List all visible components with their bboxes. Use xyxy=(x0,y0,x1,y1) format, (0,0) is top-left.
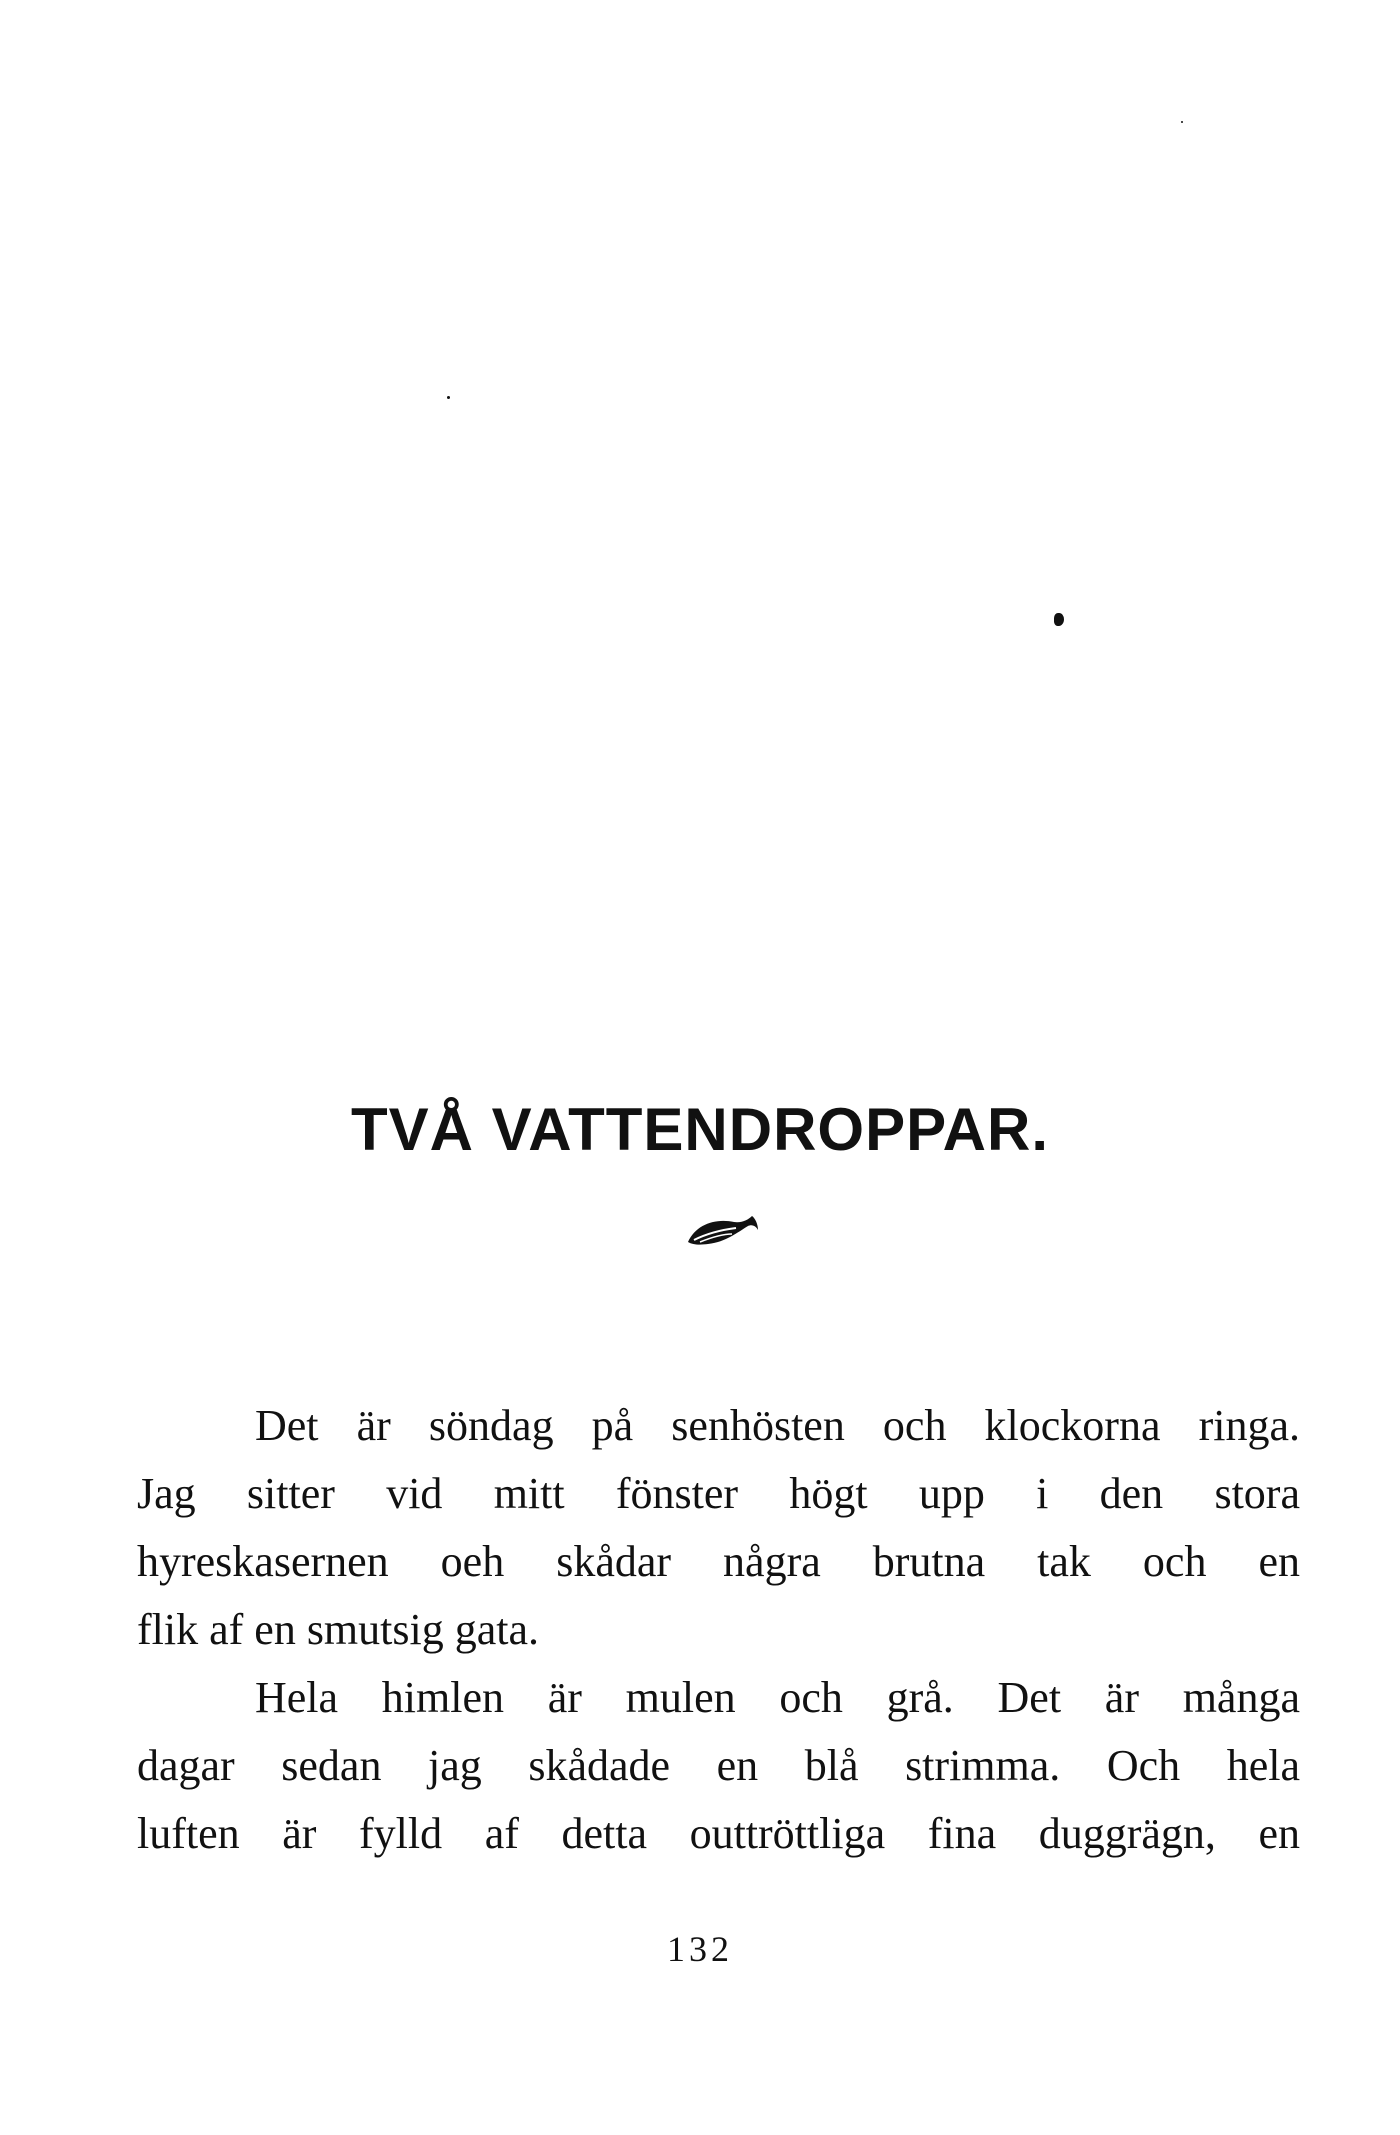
paper-speck xyxy=(1181,121,1183,123)
text-line: Det är söndag på senhösten och klockorna ringa. xyxy=(255,1401,1300,1450)
text-line: hyreskasernen oeh skådar några brutna tak och en xyxy=(137,1537,1300,1586)
page-number: 132 xyxy=(667,1929,733,1969)
text-line: luften är fylld af detta outtröttliga fina duggrägn, en xyxy=(137,1809,1300,1858)
ink-blot xyxy=(1054,613,1064,626)
leaf-ornament-icon xyxy=(686,1212,760,1252)
paper-speck xyxy=(447,396,450,399)
paragraph-1 xyxy=(137,1392,1300,1664)
text-line: dagar sedan jag skådade en blå strimma. Och hela xyxy=(137,1741,1300,1790)
text-line: Hela himlen är mulen och grå. Det är många xyxy=(255,1673,1300,1722)
paragraph-2 xyxy=(137,1664,1300,1868)
chapter-title: TVÅ VATTENDROPPAR. xyxy=(350,1096,1049,1163)
text-line: flik af en smutsig gata. xyxy=(137,1605,540,1654)
text-line: Jag sitter vid mitt fönster högt upp i den stora xyxy=(137,1469,1300,1518)
